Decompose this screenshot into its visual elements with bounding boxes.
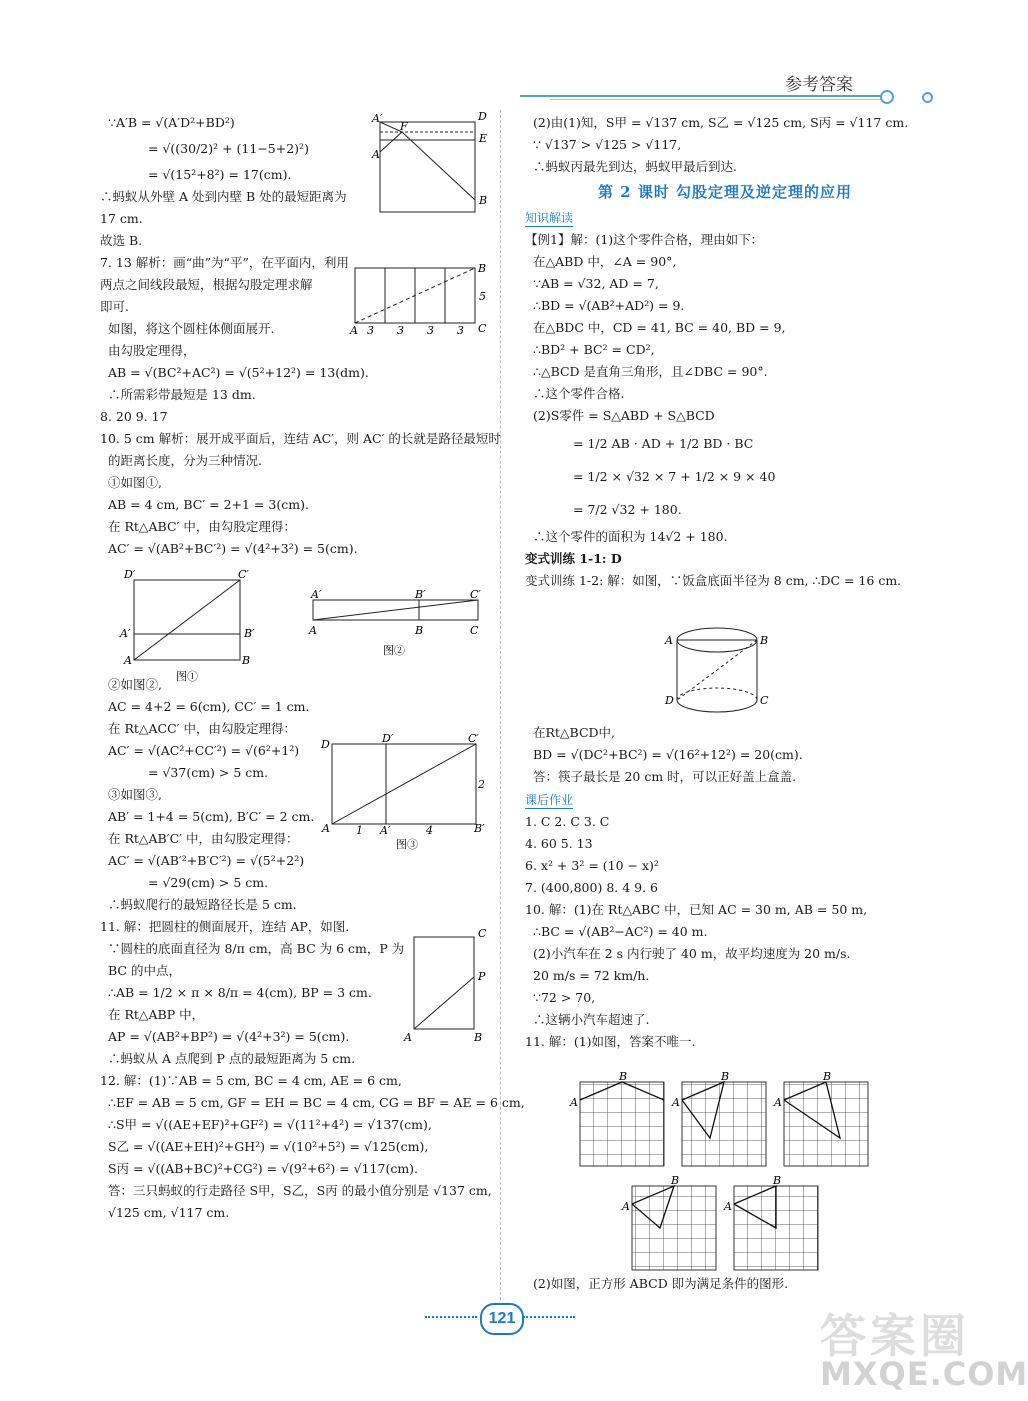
section-title: 第 2 课时 勾股定理及逆定理的应用 [597, 183, 853, 201]
fig-label: 3 [457, 324, 464, 337]
text-line: ∵AB = √32, AD = 7, [533, 276, 659, 291]
fig-label: B [479, 194, 488, 207]
fig-label: B [242, 654, 251, 667]
grid-5 [723, 1174, 818, 1270]
text-line: ∴这个零件合格. [533, 386, 625, 401]
text-line: 由勾股定理得， [108, 343, 196, 358]
fig-label: C′ [468, 732, 479, 745]
text-line: ∵ √137 > √125 > √117, [533, 137, 682, 152]
section-label-homework: 课后作业 [525, 793, 574, 807]
fig-label: B [760, 634, 769, 647]
text-line: 在 Rt△AB′C′ 中，由勾股定理得： [108, 831, 299, 846]
fig-label: A′ [372, 112, 383, 125]
grid-4 [621, 1174, 716, 1270]
text-line: ∴BD² + BC² = CD², [533, 342, 655, 357]
text-line: ∴S甲 = √((AE+EF)²+GF²) = √(11²+4²) = √137(cm), [108, 1117, 432, 1132]
text-line: 4. 60 5. 13 [525, 836, 593, 851]
text-line: (2)小汽车在 2 s 内行驶了 40 m，故平均速度为 20 m/s. [533, 946, 851, 961]
grid-1 [569, 1070, 664, 1166]
text-line: ∵72 > 70, [533, 990, 596, 1005]
fig-label: 4 [426, 824, 433, 837]
text-line: = 1/2 × √32 × 7 + 1/2 × 9 × 40 [573, 469, 776, 484]
text-line: 10. 解：(1)在 Rt△ABC 中，已知 AC = 30 m, AB = 50 m, [525, 902, 868, 917]
text-line: 故选 B. [100, 233, 143, 248]
fig-label: B [474, 1031, 483, 1044]
fig-label: A′ [120, 627, 131, 640]
text-line: ∴蚂蚁从外壁 A 处到内壁 B 处的最短距离为 [100, 189, 347, 204]
text-line: ∴这辆小汽车超速了. [533, 1012, 650, 1027]
text-line: 即可. [100, 299, 129, 314]
text-line: = √29(cm) > 5 cm. [148, 875, 269, 890]
text-line: √125 cm, √117 cm. [108, 1205, 230, 1220]
fig-label: 3 [397, 324, 404, 337]
figure-1 [118, 565, 268, 685]
text-line: ∴BC = √(AB²−AC²) = 40 m. [533, 924, 708, 939]
fig-caption: 图① [176, 670, 198, 683]
text-line: ∴蚂蚁爬行的最短路径长是 5 cm. [108, 897, 297, 912]
text-line: ∴△BCD 是直角三角形，且∠DBC = 90°. [533, 364, 768, 379]
text-line: 12. 解：(1)∵AB = 5 cm, BC = 4 cm, AE = 6 cm, [100, 1073, 402, 1088]
header-ornament [880, 90, 894, 104]
figure-2 [305, 590, 490, 665]
text-line: ∴蚂蚁从 A 点爬到 P 点的最短距离为 5 cm. [108, 1051, 356, 1066]
watermark-logo: 答案圈 [820, 1309, 970, 1363]
fig-label: D [321, 738, 330, 751]
text-line: ∴EF = AB = 5 cm, GF = EH = BC = 4 cm, CG = BF = AE = 6 cm, [108, 1095, 525, 1110]
text-line: 在△BDC 中，CD = 41, BC = 40, BD = 9, [533, 320, 786, 335]
fig-label: D′ [382, 732, 394, 745]
text-line: (2)由(1)知，S甲 = √137 cm, S乙 = √125 cm, S丙 = √117 cm. [533, 115, 909, 130]
text-line: BC 的中点， [108, 963, 181, 978]
text-line: ∴AB = 1/2 × π × 8/π = 4(cm), BP = 3 cm. [108, 985, 372, 1000]
text-line: 8. 20 9. 17 [100, 409, 168, 424]
text-line: = 7/2 √32 + 180. [573, 502, 682, 517]
text-line: BD = √(DC²+BC²) = √(16²+12²) = 20(cm). [533, 747, 803, 762]
text-line: 的距离长度，分为三种情况. [108, 453, 262, 468]
fig-label: A [724, 1200, 732, 1213]
text-line: 7. (400,800) 8. 4 9. 6 [525, 880, 658, 895]
text-line: 在△ABD 中，∠A = 90°, [533, 254, 677, 269]
text-line: AP = √(AB²+BP²) = √(4²+3²) = 5(cm). [108, 1029, 350, 1044]
text-line: 在 Rt△ACC′ 中，由勾股定理得： [108, 721, 296, 736]
text-line: ∴这个零件的面积为 14√2 + 180. [533, 529, 728, 544]
fig-label: A [322, 822, 330, 835]
text-line: S乙 = √((AE+EH)²+GH²) = √(10²+5²) = √125(cm), [108, 1139, 429, 1154]
fig-label: C [478, 927, 487, 940]
text-line: 在 Rt△ABC′ 中，由勾股定理得： [108, 519, 296, 534]
header-rule-thin [550, 99, 885, 100]
fig-label: B [773, 1174, 782, 1187]
fig-label: A [672, 1096, 680, 1109]
text-line: 7. 13 解析：画“曲”为“平”，在平面内，利用 [100, 255, 349, 270]
fig-label: B [478, 262, 487, 275]
fig-label: 1 [356, 824, 363, 837]
watermark-url: MXQE.COM [820, 1355, 1028, 1393]
fig-label: A [124, 654, 132, 667]
fig-caption: 图② [383, 644, 405, 657]
grid-figures [565, 1070, 955, 1275]
fig-label: A′ [311, 588, 322, 601]
fig-label: B [619, 1070, 628, 1083]
text-line: = 1/2 AB · AD + 1/2 BD · BC [573, 436, 754, 451]
figure-cylinder [660, 620, 775, 725]
text-line: ∵A′B = √(A′D²+BD²) [108, 115, 235, 130]
text-line: 在Rt△BCD中, [533, 725, 616, 740]
text-line: ②如图②, [108, 677, 162, 692]
figure-11 [400, 925, 495, 1045]
text-line: AC′ = √(AB²+BC′²) = √(4²+3²) = 5(cm). [108, 541, 358, 556]
text-line: ③如图③, [108, 787, 162, 802]
text-line: ∴所需彩带最短是 13 dm. [108, 387, 256, 402]
text-line: 1. C 2. C 3. C [525, 814, 610, 829]
fig-label: E [479, 132, 488, 145]
text-line: 变式训练 1-1: D [525, 551, 622, 566]
text-line: = √37(cm) > 5 cm. [148, 765, 269, 780]
text-line: ∴BD = √(AB²+AD²) = 9. [533, 298, 685, 313]
column-divider [500, 110, 501, 1300]
fig-label: B′ [415, 588, 426, 601]
fig-caption: 图③ [396, 838, 418, 851]
fig-label: C [470, 624, 479, 637]
fig-label: 3 [367, 324, 374, 337]
text-line: ∴蚂蚁丙最先到达，蚂蚁甲最后到达. [533, 159, 737, 174]
text-line: 如图，将这个圆柱体侧面展开. [108, 321, 275, 336]
text-line: 20 m/s = 72 km/h. [533, 968, 650, 983]
text-line: AC′ = √(AC²+CC′²) = √(6²+1²) [108, 743, 300, 758]
text-line: ①如图①, [108, 475, 162, 490]
fig-label: P [478, 970, 486, 983]
page-number: 121 [480, 1303, 524, 1335]
fig-label: D [478, 110, 487, 123]
grid-3 [773, 1070, 868, 1166]
fig-label: B′ [244, 627, 255, 640]
text-line: AC = 4+2 = 6(cm), CC′ = 1 cm. [108, 699, 310, 714]
fig-label: C [760, 694, 769, 707]
text-line: (2)S零件 = S△ABD + S△BCD [533, 408, 715, 423]
fig-label: A [309, 624, 317, 637]
fig-label: 3 [427, 324, 434, 337]
header-ornament [922, 92, 933, 103]
text-line: (2)如图，正方形 ABCD 即为满足条件的图形. [533, 1276, 789, 1291]
fig-label: B [721, 1070, 730, 1083]
text-line: AB = √(BC²+AC²) = √(5²+12²) = 13(dm). [108, 365, 369, 380]
page-number-ornament [523, 1316, 575, 1318]
fig-label: A [774, 1096, 782, 1109]
figure-cylinder-unfold [345, 262, 495, 337]
text-line: 11. 解：把圆柱的侧面展开，连结 AP，如图. [100, 919, 350, 934]
text-line: 答：筷子最长是 20 cm 时，可以正好盖上盒盖. [533, 769, 797, 784]
right-column [525, 112, 925, 1053]
text-line: = √(15²+8²) = 17(cm). [148, 167, 292, 182]
text-line: 10. 5 cm 解析：展开成平面后，连结 AC′，则 AC′ 的长就是路径最短时 [100, 431, 501, 446]
text-line: AC′ = √(AB′²+B′C′²) = √(5²+2²) [108, 853, 305, 868]
fig-label: D′ [124, 568, 136, 581]
fig-label: A [350, 324, 358, 337]
fig-label: B [823, 1070, 832, 1083]
header-rule [520, 95, 885, 97]
text-line: 11. 解：(1)如图，答案不唯一. [525, 1034, 696, 1049]
fig-label: C [478, 322, 487, 335]
text-line: = √((30/2)² + (11−5+2)²) [148, 141, 309, 156]
text-line: 6. x² + 3² = (10 − x)² [525, 858, 659, 873]
fig-label: C′ [470, 588, 481, 601]
fig-label: C′ [238, 568, 249, 581]
text-line: AB = 4 cm, BC′ = 2+1 = 3(cm). [108, 497, 309, 512]
text-line: 【例1】解：(1)这个零件合格，理由如下： [525, 232, 764, 247]
section-label-knowledge: 知识解读 [525, 211, 574, 225]
grid-2 [671, 1070, 766, 1166]
fig-label: 2 [478, 778, 485, 791]
fig-label: B [671, 1174, 680, 1187]
fig-label: A [372, 148, 380, 161]
text-line: 变式训练 1-2: 解：如图，∵饭盒底面半径为 8 cm, ∴DC = 16 cm. [525, 573, 902, 588]
fig-label: A [665, 634, 673, 647]
fig-label: B′ [474, 822, 485, 835]
fig-label: A [622, 1200, 630, 1213]
text-line: ∵圆柱的底面直径为 8/π cm，高 BC 为 6 cm，P 为 [108, 941, 405, 956]
figure-3 [318, 732, 493, 850]
text-line: 17 cm. [100, 211, 143, 226]
page-number-ornament [425, 1316, 477, 1318]
text-line: 答：三只蚂蚁的行走路径 S甲，S乙，S丙 的最小值分别是 √137 cm, [108, 1183, 492, 1198]
fig-label: F [400, 120, 408, 133]
figure-container-box [370, 112, 495, 217]
text-line: 两点之间线段最短，根据勾股定理求解 [100, 277, 313, 292]
text-line: AB′ = 1+4 = 5(cm), B′C′ = 2 cm. [108, 809, 315, 824]
fig-label: 5 [479, 290, 486, 303]
fig-label: A [570, 1096, 578, 1109]
fig-label: A [404, 1031, 412, 1044]
fig-label: A′ [380, 824, 391, 837]
fig-label: D [665, 694, 674, 707]
fig-label: B [415, 624, 424, 637]
header-title: 参考答案 [785, 75, 853, 94]
text-line: 在 Rt△ABP 中， [108, 1007, 205, 1022]
text-line: S丙 = √((AB+BC)²+CG²) = √(9²+6²) = √117(cm). [108, 1161, 419, 1176]
